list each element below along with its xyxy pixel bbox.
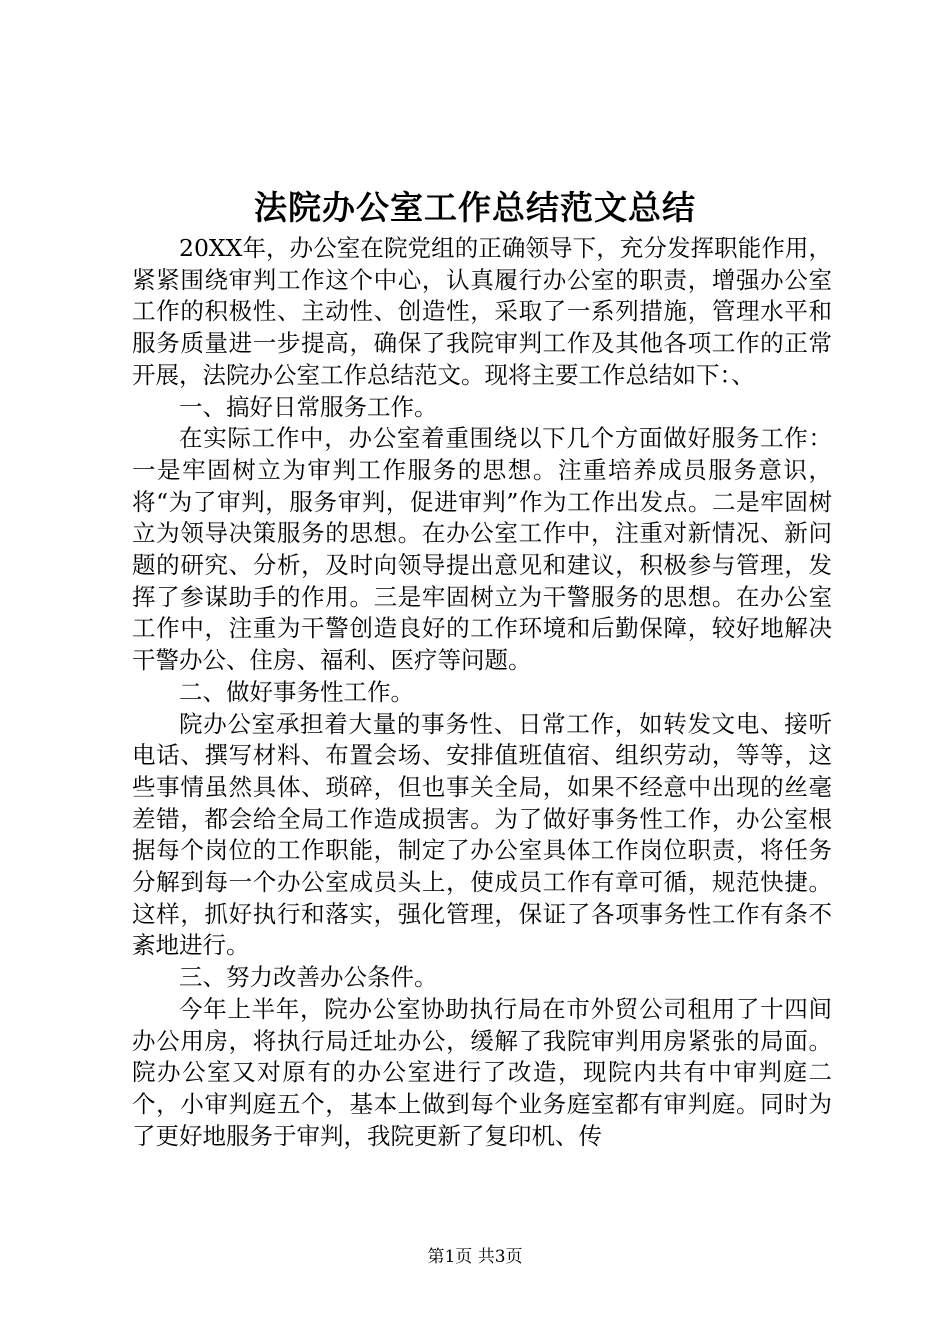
paragraph-section-1: 在实际工作中，办公室着重围绕以下几个方面做好服务工作：一是牢固树立为审判工作服务的思想。注重培养成员服务意识，将“为了审判，服务审判，促进审判”作为工作出发点。二是牢固树立为领导决策服务的思想。在办公室工作中，注重对新情况、新问题的研究、分析，及时向领导提出意见和建议，积极参与管理，发挥了参谋助手的作用。三是牢固树立为干警服务的思想。在办公室工作中，注重为干警创造良好的工作环境和后勤保障，较好地解决干警办公、住房、福利、医疗等问题。 [132,424,832,675]
document-title: 法院办公室工作总结范文总结 [254,188,696,227]
section-heading-3: 三、努力改善办公条件。 [179,963,438,992]
paragraph-section-3: 今年上半年，院办公室协助执行局在市外贸公司租用了十四间办公用房，将执行局迁址办公，缓解了我院审判用房紧张的局面。院办公室又对原有的办公室进行了改造，现院内共有中审判庭二个，小审判庭五个，基本上做到每个业务庭室都有审判庭。同时为了更好地服务于审判，我院更新了复印机、传 [132,994,832,1150]
paragraph-section-2: 院办公室承担着大量的事务性、日常工作，如转发文电、接听电话、撰写材料、布置会场、安排值班值宿、组织劳动，等等，这些事情虽然具体、琐碎，但也事关全局，如果不经意中出现的丝毫差错，都会给全局工作造成损害。为了做好事务性工作，办公室根据每个岗位的工作职能，制定了办公室具体工作岗位职责，将任务分解到每一个办公室成员头上，使成员工作有章可循，规范快捷。这样，抓好执行和落实，强化管理，保证了各项事务性工作有条不紊地进行。 [132,709,832,960]
document-body [132,233,832,1152]
paragraph-intro: 20XX年，办公室在院党组的正确领导下，充分发挥职能作用，紧紧围绕审判工作这个中心，认真履行办公室的职责，增强办公室工作的积极性、主动性、创造性，采取了一系列措施，管理水平和服务质量进一步提高，确保了我院审判工作及其他各项工作的正常开展，法院办公室工作总结范文。现将主要工作总结如下：、 [132,234,832,389]
section-heading-2: 二、做好事务性工作。 [179,677,414,706]
page-number-footer: 第1页 共3页 [427,1247,523,1267]
section-heading-1: 一、搞好日常服务工作。 [179,392,438,421]
